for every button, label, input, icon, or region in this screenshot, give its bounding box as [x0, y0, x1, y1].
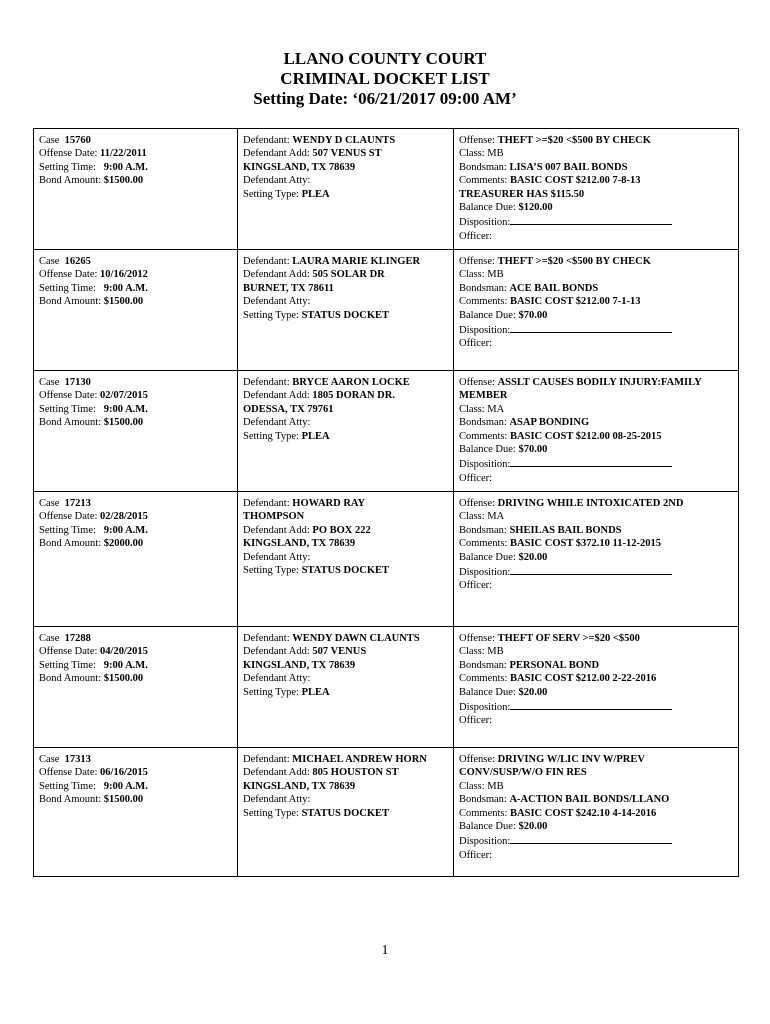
field-label: Bondsman:: [459, 417, 507, 429]
offense-line: [459, 632, 733, 645]
defendant-address-line: [243, 524, 448, 537]
defendant-address-line: [243, 147, 448, 160]
field-value: THEFT >=$20 <$500 BY CHECK: [497, 256, 651, 267]
field-value: $1500.00: [103, 673, 144, 685]
balance-due-line: [459, 686, 733, 699]
field-label: Offense:: [459, 633, 495, 644]
field-label: Defendant:: [243, 135, 290, 146]
offense-line: [459, 497, 733, 510]
field-label: Offense Date:: [39, 390, 98, 402]
case-row: [34, 129, 739, 250]
defendant-address-line: [243, 268, 448, 281]
offense-cell: [454, 492, 739, 627]
case-info-cell: [34, 129, 238, 250]
field-label: Defendant Add:: [243, 148, 310, 160]
offense-date-line: [39, 389, 232, 402]
balance-due-line: [459, 820, 733, 833]
field-label: Defendant Add:: [243, 269, 310, 281]
field-value: BRYCE AARON LOCKE: [292, 377, 410, 388]
field-label: Setting Type:: [243, 309, 299, 321]
field-value: BASIC COST $212.00 7-1-13: [510, 296, 641, 308]
field-label: Defendant:: [243, 377, 290, 388]
field-value: STATUS DOCKET: [301, 807, 390, 819]
offense-cell: [454, 371, 739, 492]
field-value: 06/16/2015: [100, 767, 148, 779]
field-value: 9:00 A.M.: [103, 282, 148, 294]
field-value: 507 VENUS ST: [312, 148, 382, 160]
field-label: Offense Date:: [39, 767, 98, 779]
balance-due-line: [459, 309, 733, 322]
field-value: MA: [487, 403, 505, 415]
field-value: MB: [487, 269, 504, 281]
defendant-address-line-2: KINGSLAND, TX 78639: [243, 538, 356, 550]
field-label: Bond Amount:: [39, 296, 102, 308]
comments-line: [459, 807, 733, 820]
docket-title: CRIMINAL DOCKET LIST: [280, 69, 490, 88]
field-value: PLEA: [301, 686, 330, 698]
field-label: Defendant Add:: [243, 767, 310, 779]
class-line: [459, 268, 733, 281]
offense-line: [459, 753, 733, 766]
setting-date: Setting Date: ‘06/21/2017 09:00 AM’: [253, 89, 517, 108]
field-label: Class:: [459, 269, 485, 281]
case-number-line: [39, 134, 232, 147]
comments-line: [459, 672, 733, 685]
field-value: WENDY D CLAUNTS: [292, 135, 396, 146]
field-value: 16265: [64, 256, 91, 267]
field-label: Setting Type:: [243, 565, 299, 577]
defendant-atty-line: Defendant Atty:: [243, 417, 311, 429]
field-label: Balance Due:: [459, 551, 516, 563]
defendant-cell: [238, 250, 454, 371]
field-label: Offense Date:: [39, 646, 98, 658]
field-label: Balance Due:: [459, 202, 516, 214]
defendant-address-line: [243, 766, 448, 779]
field-label: Case: [39, 754, 60, 765]
bondsman-line: [459, 793, 733, 806]
setting-type-line: [243, 430, 448, 443]
field-label: Setting Type:: [243, 686, 299, 698]
field-value: $120.00: [518, 202, 553, 214]
bondsman-line: [459, 416, 733, 429]
field-label: Defendant Add:: [243, 646, 310, 658]
disposition-blank: [510, 564, 672, 575]
field-label: Setting Type:: [243, 188, 299, 200]
field-label: Comments:: [459, 538, 508, 550]
field-label: Bondsman:: [459, 161, 507, 173]
field-label: Case: [39, 377, 60, 388]
field-label: Setting Time:: [39, 161, 96, 173]
field-value: BASIC COST $372.10 11-12-2015: [510, 538, 661, 550]
officer-line: Officer:: [459, 472, 493, 484]
field-label: Balance Due:: [459, 821, 516, 833]
field-value: LAURA MARIE KLINGER: [292, 256, 421, 267]
setting-time-line: [39, 282, 232, 295]
field-label: Case: [39, 256, 60, 267]
setting-time-line: [39, 659, 232, 672]
officer-line: Officer:: [459, 715, 493, 727]
docket-table: [33, 128, 739, 877]
field-value: PERSONAL BOND: [509, 659, 600, 671]
field-label: Offense:: [459, 135, 495, 146]
defendant-address-line: [243, 389, 448, 402]
bond-amount-line: [39, 174, 232, 187]
field-value: 10/16/2012: [100, 269, 148, 281]
setting-type-line: [243, 686, 448, 699]
field-label: Bondsman:: [459, 282, 507, 294]
setting-time-line: [39, 403, 232, 416]
field-value: $70.00: [518, 444, 548, 456]
offense-date-line: [39, 766, 232, 779]
field-value: $1500.00: [103, 296, 144, 308]
offense-cell: [454, 129, 739, 250]
field-label: Class:: [459, 780, 485, 792]
case-number-line: [39, 255, 232, 268]
defendant-cell: [238, 371, 454, 492]
field-label: Defendant Add:: [243, 524, 310, 536]
field-label: Comments:: [459, 430, 508, 442]
field-value: 9:00 A.M.: [103, 524, 148, 536]
case-row: [34, 627, 739, 748]
field-label: Defendant Add:: [243, 390, 310, 402]
offense-line: [459, 376, 733, 389]
field-label: Bond Amount:: [39, 175, 102, 187]
offense-cell: [454, 748, 739, 877]
field-value: 9:00 A.M.: [103, 161, 148, 173]
defendant-address-line-2: BURNET, TX 78611: [243, 282, 334, 294]
field-value: PLEA: [301, 430, 330, 442]
defendant-atty-line: Defendant Atty:: [243, 175, 311, 187]
bondsman-line: [459, 161, 733, 174]
field-value: BASIC COST $212.00 08-25-2015: [510, 430, 662, 442]
offense-cell: [454, 250, 739, 371]
comments-line: [459, 537, 733, 550]
field-value: 505 SOLAR DR: [312, 269, 385, 281]
field-value: THEFT OF SERV >=$20 <$500: [497, 633, 640, 644]
field-value: LISA’S 007 BAIL BONDS: [509, 161, 628, 173]
field-label: Bond Amount:: [39, 673, 102, 685]
field-value: SHEILAS BAIL BONDS: [509, 524, 622, 536]
page-number: 1: [381, 943, 389, 958]
field-label: Bondsman:: [459, 524, 507, 536]
defendant-line: [243, 632, 448, 645]
field-label: Balance Due:: [459, 309, 516, 321]
field-value: HOWARD RAY: [292, 498, 366, 509]
field-value: BASIC COST $242.10 4-14-2016: [510, 807, 657, 819]
setting-time-line: [39, 524, 232, 537]
defendant-line-2: THOMPSON: [243, 511, 305, 523]
setting-time-line: [39, 780, 232, 793]
field-value: 9:00 A.M.: [103, 659, 148, 671]
field-label: Offense Date:: [39, 148, 98, 160]
defendant-address-line: [243, 645, 448, 658]
field-value: 17288: [64, 633, 91, 644]
case-info-cell: [34, 371, 238, 492]
defendant-line: [243, 497, 448, 510]
class-line: [459, 403, 733, 416]
disposition-line: [459, 699, 733, 714]
field-label: Bond Amount:: [39, 417, 102, 429]
field-value: DRIVING WHILE INTOXICATED 2ND: [497, 498, 684, 509]
field-label: Disposition:: [459, 217, 511, 229]
field-value: 11/22/2011: [100, 148, 147, 160]
field-value: 17213: [64, 498, 91, 509]
offense-cell: [454, 627, 739, 748]
field-label: Disposition:: [459, 836, 511, 848]
field-value: 15760: [64, 135, 91, 146]
field-value: ASAP BONDING: [509, 417, 590, 429]
case-info-cell: [34, 492, 238, 627]
field-label: Offense:: [459, 754, 495, 765]
defendant-atty-line: Defendant Atty:: [243, 673, 311, 685]
field-label: Comments:: [459, 673, 508, 685]
field-label: Comments:: [459, 175, 508, 187]
field-value: ACE BAIL BONDS: [509, 282, 599, 294]
balance-due-line: [459, 443, 733, 456]
field-value: 17130: [64, 377, 91, 388]
field-value: 1805 DORAN DR.: [312, 390, 395, 402]
field-value: PLEA: [301, 188, 330, 200]
field-label: Setting Time:: [39, 524, 96, 536]
field-label: Class:: [459, 148, 485, 160]
officer-line: Officer:: [459, 849, 493, 861]
class-line: [459, 645, 733, 658]
field-label: Balance Due:: [459, 444, 516, 456]
offense-line: [459, 134, 733, 147]
field-label: Offense:: [459, 377, 495, 388]
disposition-blank: [510, 322, 672, 333]
field-value: $20.00: [518, 686, 548, 698]
case-info-cell: [34, 748, 238, 877]
field-label: Case: [39, 135, 60, 146]
field-value: $1500.00: [103, 794, 144, 806]
field-value: PO BOX 222: [312, 524, 371, 536]
case-row: [34, 748, 739, 877]
setting-type-line: [243, 309, 448, 322]
case-number-line: [39, 753, 232, 766]
field-value: 02/07/2015: [100, 390, 148, 402]
setting-time-line: [39, 161, 232, 174]
officer-line: Officer:: [459, 580, 493, 592]
field-value: WENDY DAWN CLAUNTS: [292, 633, 420, 644]
field-value: 507 VENUS: [312, 646, 367, 658]
field-label: Class:: [459, 403, 485, 415]
setting-type-line: [243, 188, 448, 201]
field-label: Setting Time:: [39, 659, 96, 671]
defendant-address-line-2: KINGSLAND, TX 78639: [243, 780, 356, 792]
case-info-cell: [34, 627, 238, 748]
field-value: A-ACTION BAIL BONDS/LLANO: [509, 794, 670, 806]
balance-due-line: [459, 201, 733, 214]
field-value: 9:00 A.M.: [103, 780, 148, 792]
setting-type-line: [243, 807, 448, 820]
case-number-line: [39, 376, 232, 389]
field-label: Offense:: [459, 498, 495, 509]
field-label: Bondsman:: [459, 794, 507, 806]
field-value: STATUS DOCKET: [301, 309, 390, 321]
field-label: Defendant:: [243, 754, 290, 765]
field-value: $2000.00: [103, 538, 144, 550]
field-label: Comments:: [459, 296, 508, 308]
field-label: Offense Date:: [39, 511, 98, 523]
field-value: $70.00: [518, 309, 548, 321]
bond-amount-line: [39, 672, 232, 685]
field-value: $20.00: [518, 821, 548, 833]
field-label: Defendant:: [243, 498, 290, 509]
field-value: 805 HOUSTON ST: [312, 767, 399, 779]
field-label: Case: [39, 633, 60, 644]
class-line: [459, 780, 733, 793]
disposition-blank: [510, 833, 672, 844]
field-value: 02/28/2015: [100, 511, 148, 523]
field-value: BASIC COST $212.00 2-22-2016: [510, 673, 657, 685]
bondsman-line: [459, 659, 733, 672]
disposition-line: [459, 833, 733, 848]
field-value: $1500.00: [103, 175, 144, 187]
case-row: [34, 250, 739, 371]
docket-header: [0, 49, 770, 109]
field-label: Offense:: [459, 256, 495, 267]
defendant-atty-line: Defendant Atty:: [243, 551, 311, 563]
bond-amount-line: [39, 537, 232, 550]
defendant-address-line-2: KINGSLAND, TX 78639: [243, 161, 356, 173]
field-label: Offense Date:: [39, 269, 98, 281]
defendant-line: [243, 134, 448, 147]
defendant-line: [243, 255, 448, 268]
field-value: THEFT >=$20 <$500 BY CHECK: [497, 135, 651, 146]
disposition-line: [459, 564, 733, 579]
case-number-line: [39, 497, 232, 510]
officer-line: Officer:: [459, 338, 493, 350]
defendant-cell: [238, 748, 454, 877]
field-label: Balance Due:: [459, 686, 516, 698]
field-value: $20.00: [518, 551, 548, 563]
comments-line-2: TREASURER HAS $115.50: [459, 188, 585, 200]
field-label: Class:: [459, 646, 485, 658]
class-line: [459, 147, 733, 160]
bondsman-line: [459, 282, 733, 295]
court-name: LLANO COUNTY COURT: [283, 49, 487, 68]
defendant-line: [243, 376, 448, 389]
field-value: MB: [487, 646, 504, 658]
field-value: 17313: [64, 754, 91, 765]
field-label: Disposition:: [459, 567, 511, 579]
field-label: Class:: [459, 511, 485, 523]
field-label: Setting Time:: [39, 780, 96, 792]
offense-date-line: [39, 268, 232, 281]
disposition-line: [459, 322, 733, 337]
case-info-cell: [34, 250, 238, 371]
field-value: MA: [487, 511, 505, 523]
disposition-blank: [510, 214, 672, 225]
defendant-address-line-2: KINGSLAND, TX 78639: [243, 659, 356, 671]
case-number-line: [39, 632, 232, 645]
field-value: 04/20/2015: [100, 646, 148, 658]
defendant-cell: [238, 492, 454, 627]
offense-date-line: [39, 147, 232, 160]
field-label: Setting Time:: [39, 282, 96, 294]
class-line: [459, 510, 733, 523]
field-label: Setting Time:: [39, 403, 96, 415]
offense-line-2: MEMBER: [459, 390, 508, 402]
disposition-line: [459, 456, 733, 471]
field-value: DRIVING W/LIC INV W/PREV: [497, 754, 645, 765]
field-label: Setting Type:: [243, 807, 299, 819]
disposition-blank: [510, 699, 672, 710]
comments-line: [459, 174, 733, 187]
field-label: Disposition:: [459, 325, 511, 337]
field-label: Disposition:: [459, 459, 511, 471]
comments-line: [459, 295, 733, 308]
field-value: MICHAEL ANDREW HORN: [292, 754, 427, 765]
case-row: [34, 371, 739, 492]
field-label: Bond Amount:: [39, 794, 102, 806]
defendant-line: [243, 753, 448, 766]
defendant-cell: [238, 627, 454, 748]
bond-amount-line: [39, 416, 232, 429]
field-label: Defendant:: [243, 633, 290, 644]
officer-line: Officer:: [459, 230, 493, 242]
setting-type-line: [243, 564, 448, 577]
bond-amount-line: [39, 793, 232, 806]
offense-date-line: [39, 510, 232, 523]
field-value: ASSLT CAUSES BODILY INJURY:FAMILY: [497, 377, 702, 388]
offense-line-2: CONV/SUSP/W/O FIN RES: [459, 767, 587, 779]
bondsman-line: [459, 524, 733, 537]
defendant-address-line-2: ODESSA, TX 79761: [243, 403, 334, 415]
field-label: Bond Amount:: [39, 538, 102, 550]
field-value: MB: [487, 780, 504, 792]
field-value: STATUS DOCKET: [301, 565, 390, 577]
disposition-line: [459, 214, 733, 229]
field-label: Bondsman:: [459, 659, 507, 671]
field-value: 9:00 A.M.: [103, 403, 148, 415]
offense-date-line: [39, 645, 232, 658]
field-label: Defendant:: [243, 256, 290, 267]
defendant-atty-line: Defendant Atty:: [243, 296, 311, 308]
defendant-cell: [238, 129, 454, 250]
defendant-atty-line: Defendant Atty:: [243, 794, 311, 806]
field-label: Case: [39, 498, 60, 509]
field-label: Disposition:: [459, 702, 511, 714]
field-value: $1500.00: [103, 417, 144, 429]
balance-due-line: [459, 551, 733, 564]
offense-line: [459, 255, 733, 268]
disposition-blank: [510, 456, 672, 467]
bond-amount-line: [39, 295, 232, 308]
field-label: Comments:: [459, 807, 508, 819]
comments-line: [459, 430, 733, 443]
field-label: Setting Type:: [243, 430, 299, 442]
field-value: BASIC COST $212.00 7-8-13: [510, 175, 641, 187]
case-row: [34, 492, 739, 627]
field-value: MB: [487, 148, 504, 160]
